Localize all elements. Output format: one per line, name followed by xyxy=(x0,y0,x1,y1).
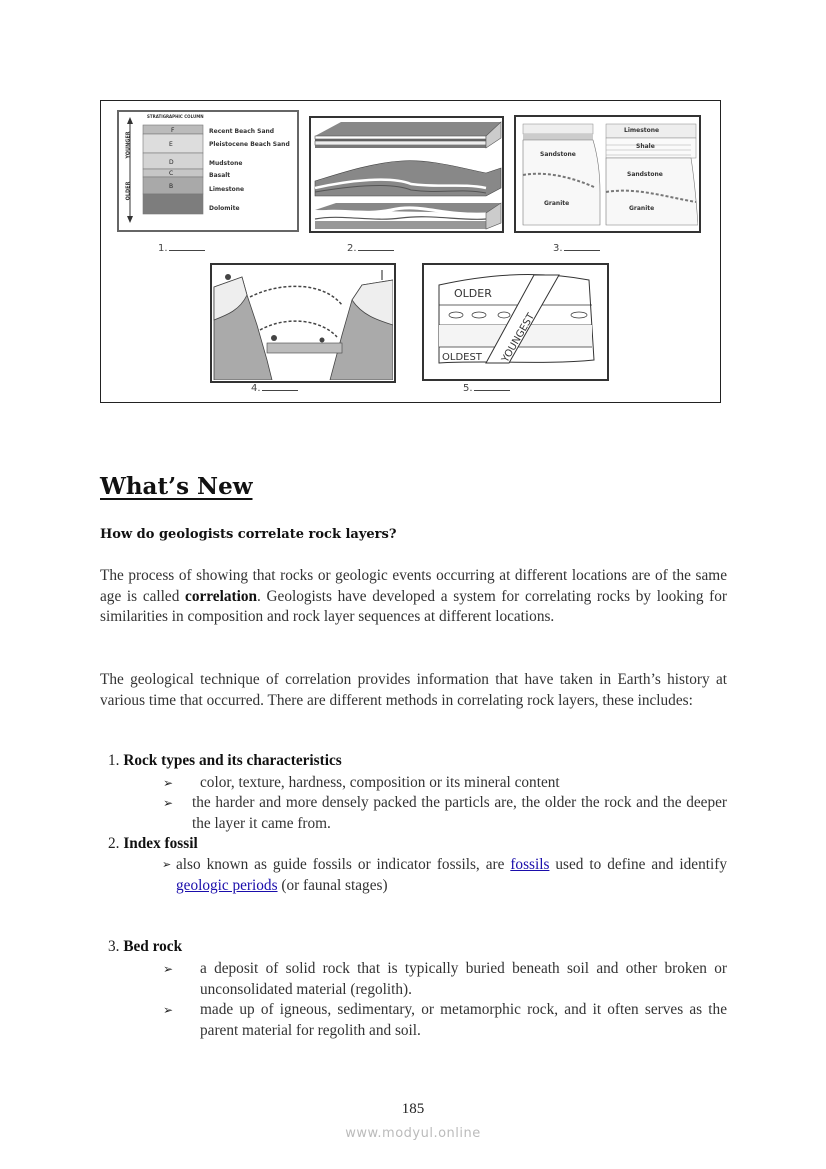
layer-label: Limestone xyxy=(209,186,245,193)
label-oldest: OLDEST xyxy=(442,352,482,363)
paragraph-correlation: The process of showing that rocks or geologic events occurring at different locations are of the same age is called correlation. Geologists have developed a system for correlating rocks by looking for similarities in composition and rock layer sequences at different locations. xyxy=(100,567,728,626)
layer-label: Dolomite xyxy=(209,205,240,212)
label-shale-right: Shale xyxy=(636,143,655,150)
bullet-arrow-icon: ➢ xyxy=(163,796,174,810)
svg-text:C: C xyxy=(169,170,174,177)
panel-stratigraphic-column xyxy=(117,110,299,232)
answer-blank-1[interactable] xyxy=(169,242,205,251)
svg-text:D: D xyxy=(169,159,174,166)
bullet-arrow-icon: ➢ xyxy=(162,858,172,871)
label-granite-right: Granite xyxy=(629,205,655,212)
answer-blank-2[interactable] xyxy=(358,242,394,251)
caption-3: 3. xyxy=(553,242,600,254)
link-fossils[interactable]: fossils xyxy=(510,856,550,873)
method-1-bullet-1: color, texture, hardness, composition or its mineral content xyxy=(200,774,560,791)
panel-cross-cutting xyxy=(422,263,609,381)
method-3-heading: 3. Bed rock xyxy=(108,938,183,955)
cross-cutting-illustration xyxy=(424,265,607,379)
method-3-bullet-2: made up of igneous, sedimentary, or metamorphic rock, and it often serves as the parent material for regolith and soil. xyxy=(200,1001,727,1039)
panel-unconformity xyxy=(514,115,701,233)
axis-label-older: OLDER xyxy=(125,181,132,201)
layer-label: Basalt xyxy=(209,172,231,179)
section-title: What’s New xyxy=(100,473,253,500)
watermark: www.modyul.online xyxy=(345,1126,481,1141)
answer-blank-3[interactable] xyxy=(564,242,600,251)
folded-layers-illustration xyxy=(311,118,502,231)
method-2-bullet-1: also known as guide fossils or indicator fossils, are fossils used to define and identify geologic periods (or faunal stages) xyxy=(176,856,727,894)
caption-1: 1. xyxy=(158,242,205,254)
page-number: 185 xyxy=(401,1101,425,1117)
caption-4: 4. xyxy=(251,382,298,394)
paragraph-methods-intro: The geological technique of correlation provides information that have taken in Earth’s history at various time that occurred. There are different methods in correlating rock layers, these includes: xyxy=(100,671,727,709)
panel-canyon xyxy=(210,263,396,383)
panel-folded-layers xyxy=(309,116,504,233)
label-sandstone-left: Sandstone xyxy=(540,151,576,158)
column-title: STRATIGRAPHIC COLUMN xyxy=(147,114,204,119)
bullet-arrow-icon: ➢ xyxy=(163,776,174,790)
bullet-arrow-icon: ➢ xyxy=(163,1003,174,1017)
svg-text:F: F xyxy=(171,127,175,134)
canyon-illustration xyxy=(212,265,393,380)
label-limestone-right: Limestone xyxy=(624,127,660,134)
caption-2: 2. xyxy=(347,242,394,254)
link-geologic-periods[interactable]: geologic periods xyxy=(176,876,278,894)
label-sandstone-right: Sandstone xyxy=(627,171,663,178)
method-2-heading: 2. Index fossil xyxy=(108,835,198,852)
method-1-heading: 1. Rock types and its characteristics xyxy=(108,752,342,769)
caption-5: 5. xyxy=(463,382,510,394)
svg-text:E: E xyxy=(169,141,173,148)
axis-label-younger: YOUNGER xyxy=(125,131,132,159)
layer-label: Pleistocene Beach Sand xyxy=(209,141,290,148)
section-question: How do geologists correlate rock layers? xyxy=(100,527,397,542)
svg-text:B: B xyxy=(169,183,174,190)
method-3-bullet-1: a deposit of solid rock that is typically buried beneath soil and other broken or unconsolidated material (regolith). xyxy=(200,960,727,998)
label-youngest: YOUNGEST xyxy=(500,311,537,365)
unconformity-illustration xyxy=(516,117,698,230)
term-correlation: correlation xyxy=(185,587,257,605)
layer-label: Recent Beach Sand xyxy=(209,128,275,135)
activity-figure xyxy=(100,100,721,403)
label-granite-left: Granite xyxy=(544,200,570,207)
method-1-bullet-2: the harder and more densely packed the particls are, the older the rock and the deeper the layer it came from. xyxy=(192,794,727,832)
bullet-arrow-icon: ➢ xyxy=(163,962,174,976)
label-older: OLDER xyxy=(454,287,492,300)
answer-blank-4[interactable] xyxy=(262,382,298,391)
answer-blank-5[interactable] xyxy=(474,382,510,391)
layer-label: Mudstone xyxy=(209,160,243,167)
